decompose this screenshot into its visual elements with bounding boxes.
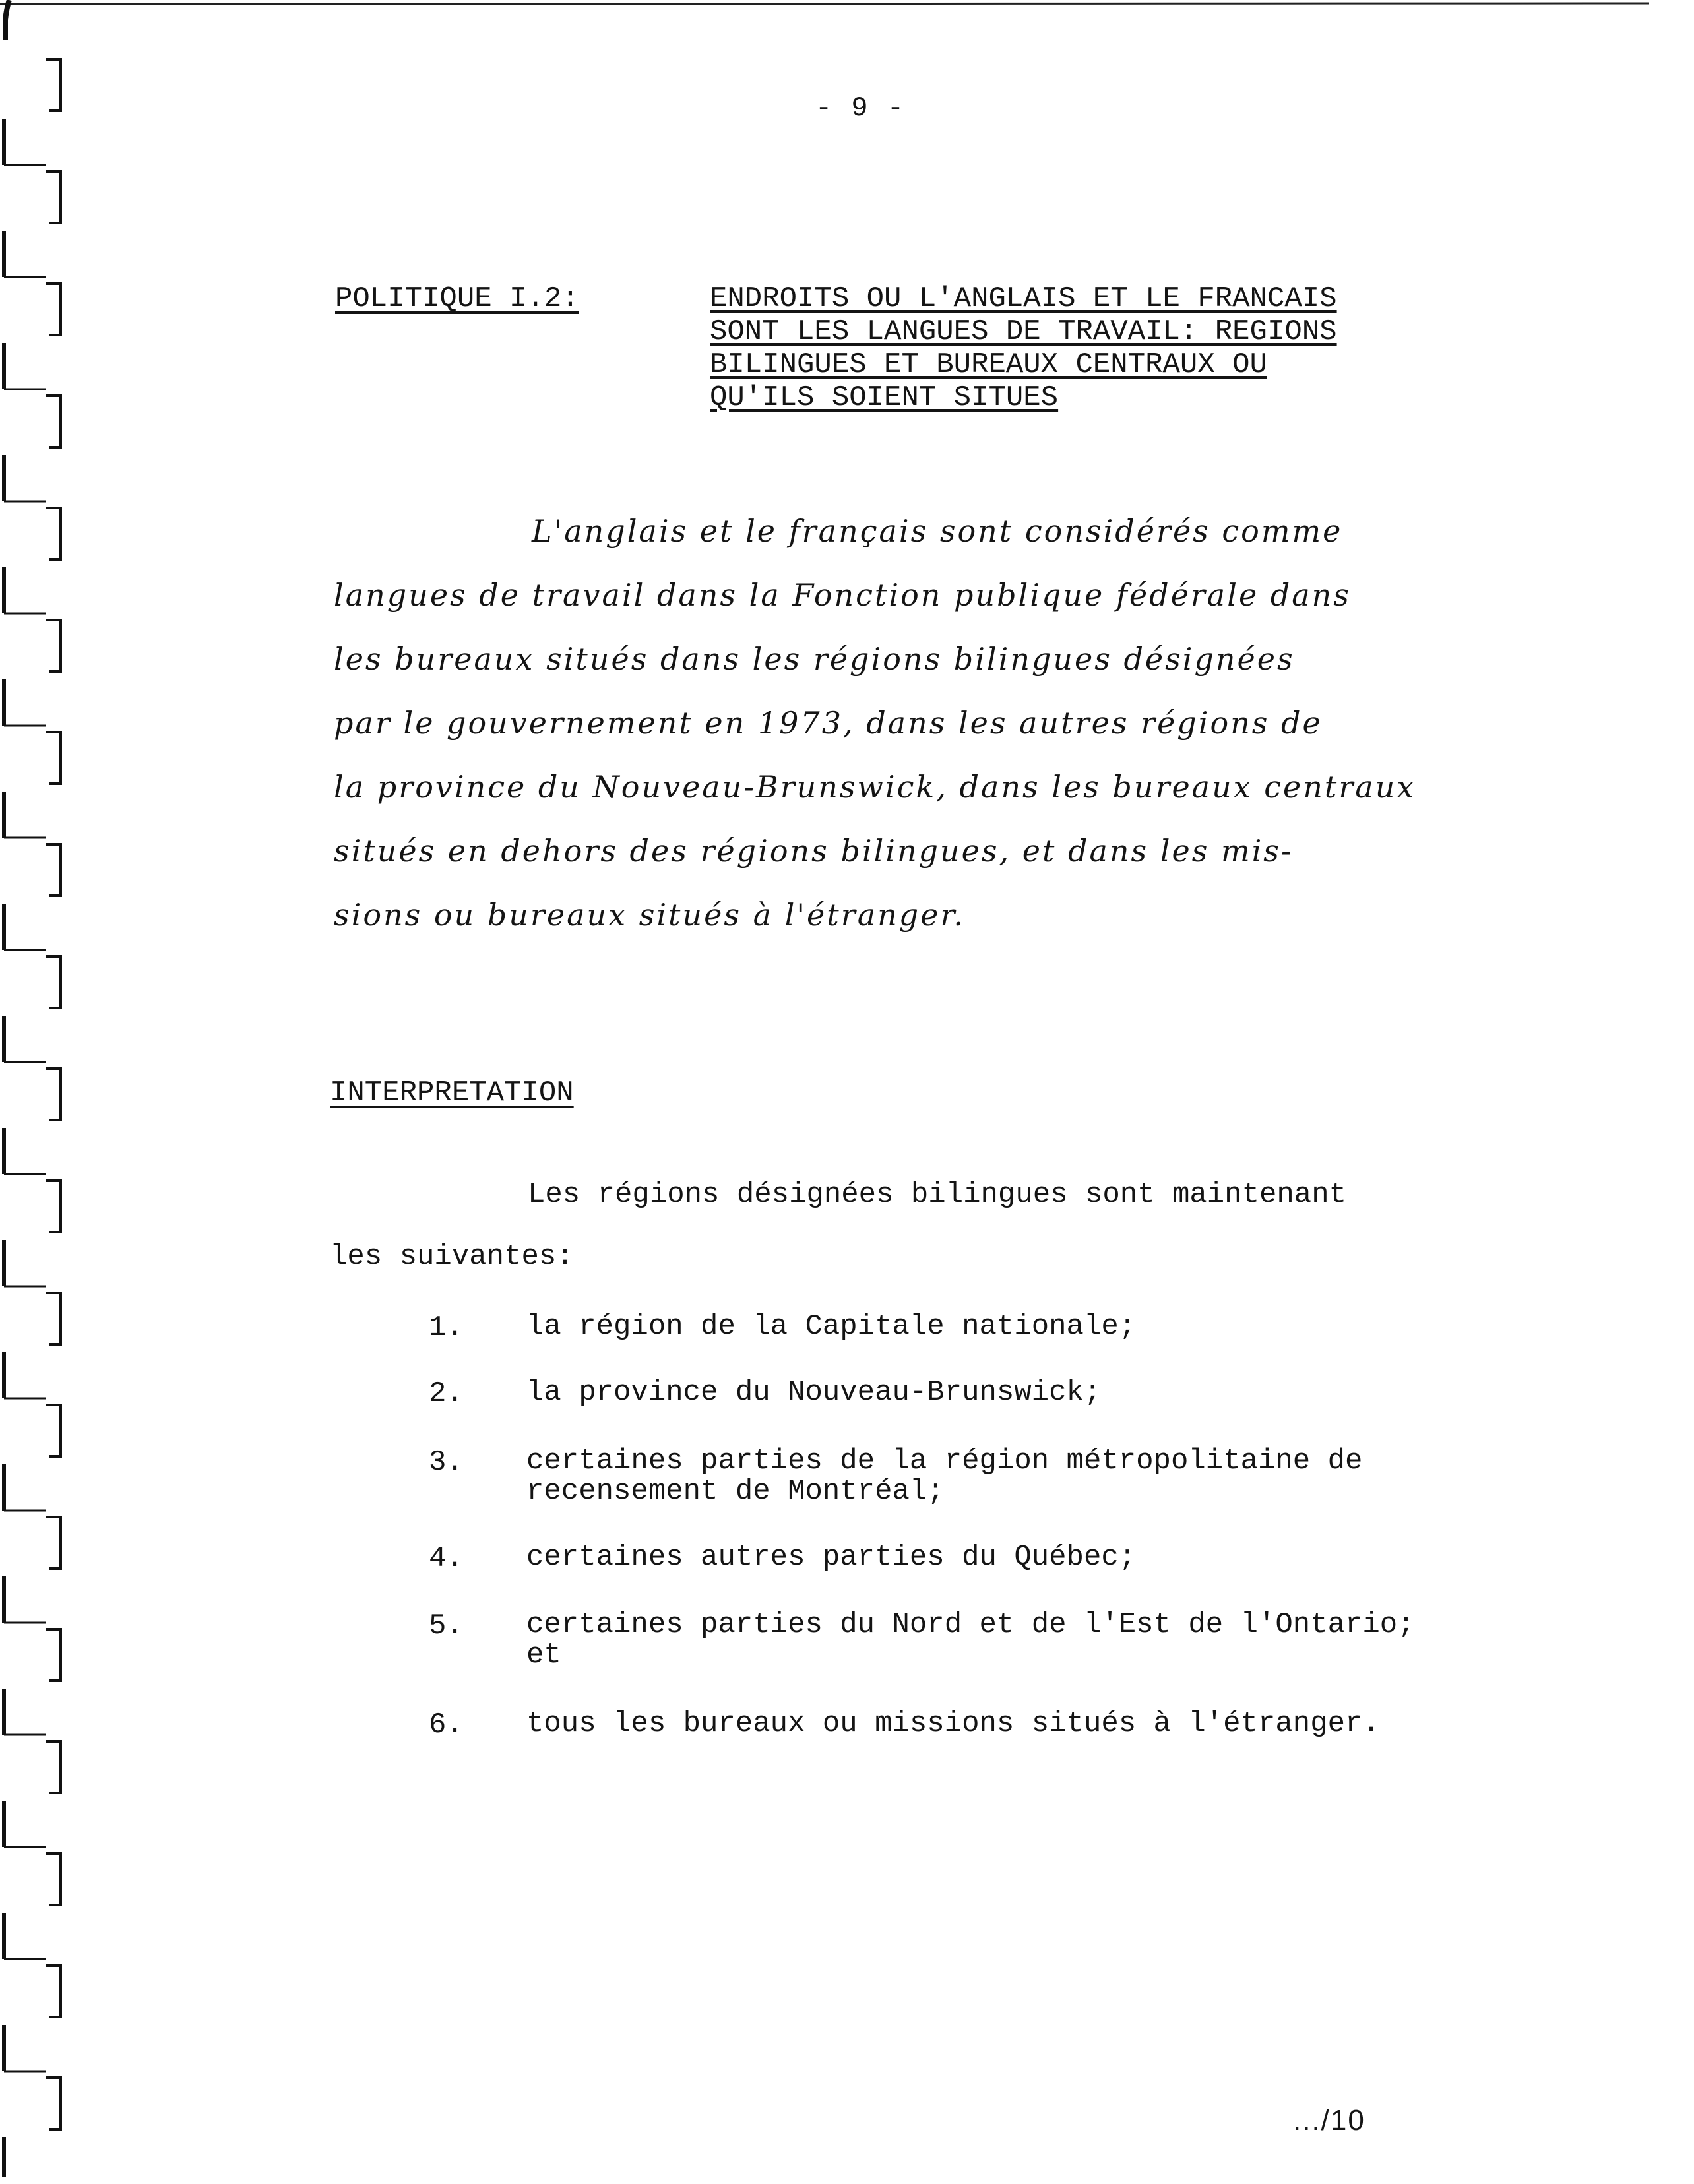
scan-top-edge	[0, 0, 1694, 7]
continuation-marker: .../10	[1293, 2104, 1365, 2137]
list-item-number: 3.	[429, 1446, 464, 1479]
policy-title-line: BILINGUES ET BUREAUX CENTRAUX OU	[710, 348, 1267, 381]
list-item-number: 5.	[429, 1609, 464, 1642]
paragraph-line: situés en dehors des régions bilingues, et dans les mis-	[334, 833, 1294, 869]
policy-title	[710, 282, 1449, 414]
paragraph-line: langues de travail dans la Fonction publique fédérale dans	[334, 577, 1351, 613]
paragraph-line: les bureaux situés dans les régions bilingues désignées	[334, 641, 1295, 677]
list-item-text: et	[526, 1638, 561, 1671]
paragraph-line: sions ou bureaux situés à l'étranger.	[334, 897, 965, 933]
page-number: - 9 -	[815, 92, 906, 124]
policy-label: POLITIQUE I.2:	[335, 282, 579, 315]
list-item-number: 6.	[429, 1708, 464, 1741]
interpretation-intro-continued: les suivantes:	[330, 1240, 574, 1273]
interpretation-intro: Les régions désignées bilingues sont maintenant	[528, 1178, 1347, 1211]
paragraph-line: par le gouvernement en 1973, dans les autres régions de	[334, 705, 1323, 741]
paragraph-line: L'anglais et le français sont considérés comme	[532, 513, 1343, 549]
list-item-text: la région de la Capitale nationale;	[526, 1310, 1137, 1343]
policy-title-line: QU'ILS SOIENT SITUES	[710, 381, 1059, 414]
list-item-text: tous les bureaux ou missions situés à l'étranger.	[526, 1707, 1380, 1740]
paragraph-line: la province du Nouveau-Brunswick, dans les bureaux centraux	[334, 769, 1416, 805]
list-item-text: certaines autres parties du Québec;	[526, 1541, 1137, 1574]
list-item-text: recensement de Montréal;	[526, 1475, 945, 1508]
interpretation-heading: INTERPRETATION	[330, 1076, 574, 1109]
policy-paragraph	[334, 508, 1534, 956]
list-item-text: certaines parties de la région métropolitaine de	[526, 1445, 1363, 1478]
ring-binding-marks	[0, 0, 79, 2181]
policy-title-line: ENDROITS OU L'ANGLAIS ET LE FRANCAIS	[710, 282, 1337, 315]
list-item-number: 2.	[429, 1377, 464, 1410]
list-item-text: certaines parties du Nord et de l'Est de l'Ontario;	[526, 1608, 1415, 1641]
list-item-number: 1.	[429, 1311, 464, 1344]
list-item-text: la province du Nouveau-Brunswick;	[526, 1376, 1102, 1409]
policy-title-line: SONT LES LANGUES DE TRAVAIL: REGIONS	[710, 315, 1337, 348]
list-item-number: 4.	[429, 1542, 464, 1575]
